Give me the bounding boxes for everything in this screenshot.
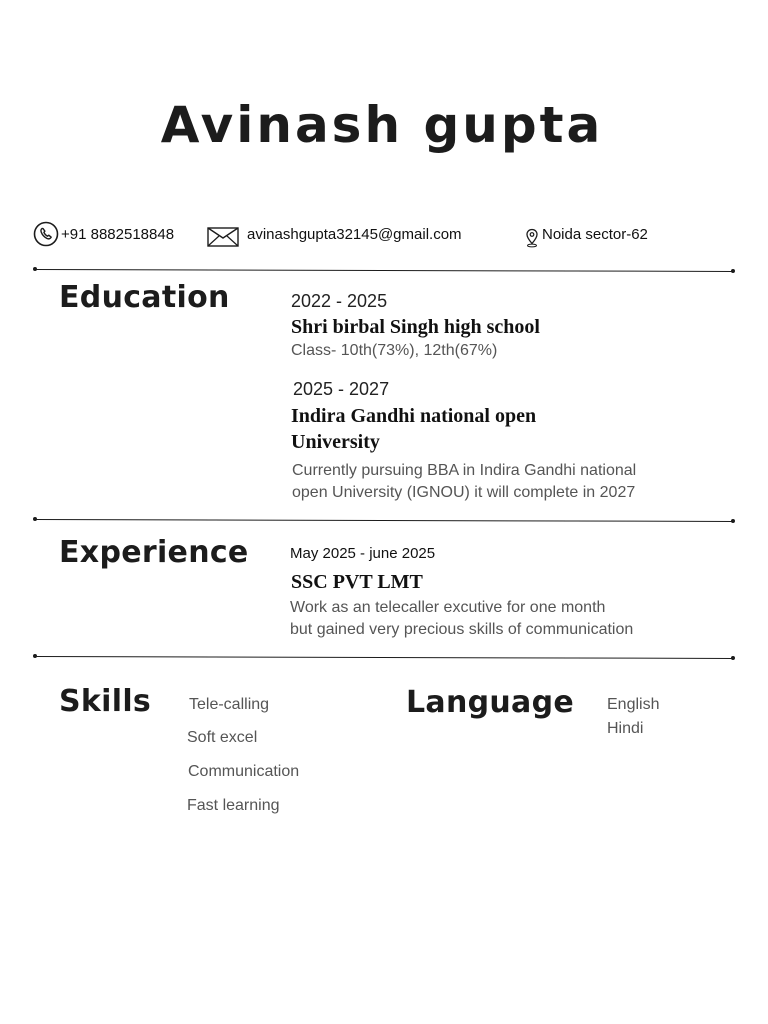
section-divider [35, 269, 733, 272]
skill-item: Communication [188, 763, 300, 780]
university-name-line2: University [291, 431, 380, 453]
language-item: English [607, 696, 660, 713]
experience-dates: May 2025 - june 2025 [290, 545, 436, 562]
education-dates: 2025 - 2027 [293, 379, 390, 399]
company-name: SSC PVT LMT [291, 571, 423, 593]
skill-item: Fast learning [187, 797, 280, 814]
experience-details-line2: but gained very precious skills of communication [290, 621, 634, 638]
skills-heading: Skills [59, 684, 152, 719]
email-address: avinashgupta32145@gmail.com [247, 226, 462, 243]
section-divider [35, 656, 733, 659]
phone-number: +91 8882518848 [61, 226, 175, 243]
location-pin-icon [525, 228, 539, 248]
language-heading: Language [406, 685, 575, 720]
section-divider [35, 519, 733, 522]
university-name-line1: Indira Gandhi national open [291, 405, 537, 427]
experience-details-line1: Work as an telecaller excutive for one month [290, 599, 606, 616]
university-details-line1: Currently pursuing BBA in Indira Gandhi national [292, 462, 637, 479]
language-item: Hindi [607, 720, 644, 737]
university-details-line2: open University (IGNOU) it will complete in 2027 [292, 484, 636, 501]
envelope-icon [207, 227, 239, 247]
school-details: Class- 10th(73%), 12th(67%) [291, 342, 498, 359]
resume-name: Avinash gupta [160, 96, 604, 154]
school-name: Shri birbal Singh high school [291, 316, 540, 338]
education-heading: Education [59, 280, 230, 315]
location-text: Noida sector-62 [542, 226, 648, 243]
experience-heading: Experience [59, 535, 249, 570]
skill-item: Soft excel [187, 729, 258, 746]
phone-icon [33, 221, 59, 247]
skill-item: Tele-calling [189, 696, 270, 713]
contact-row [0, 220, 768, 250]
education-dates: 2022 - 2025 [291, 291, 388, 311]
